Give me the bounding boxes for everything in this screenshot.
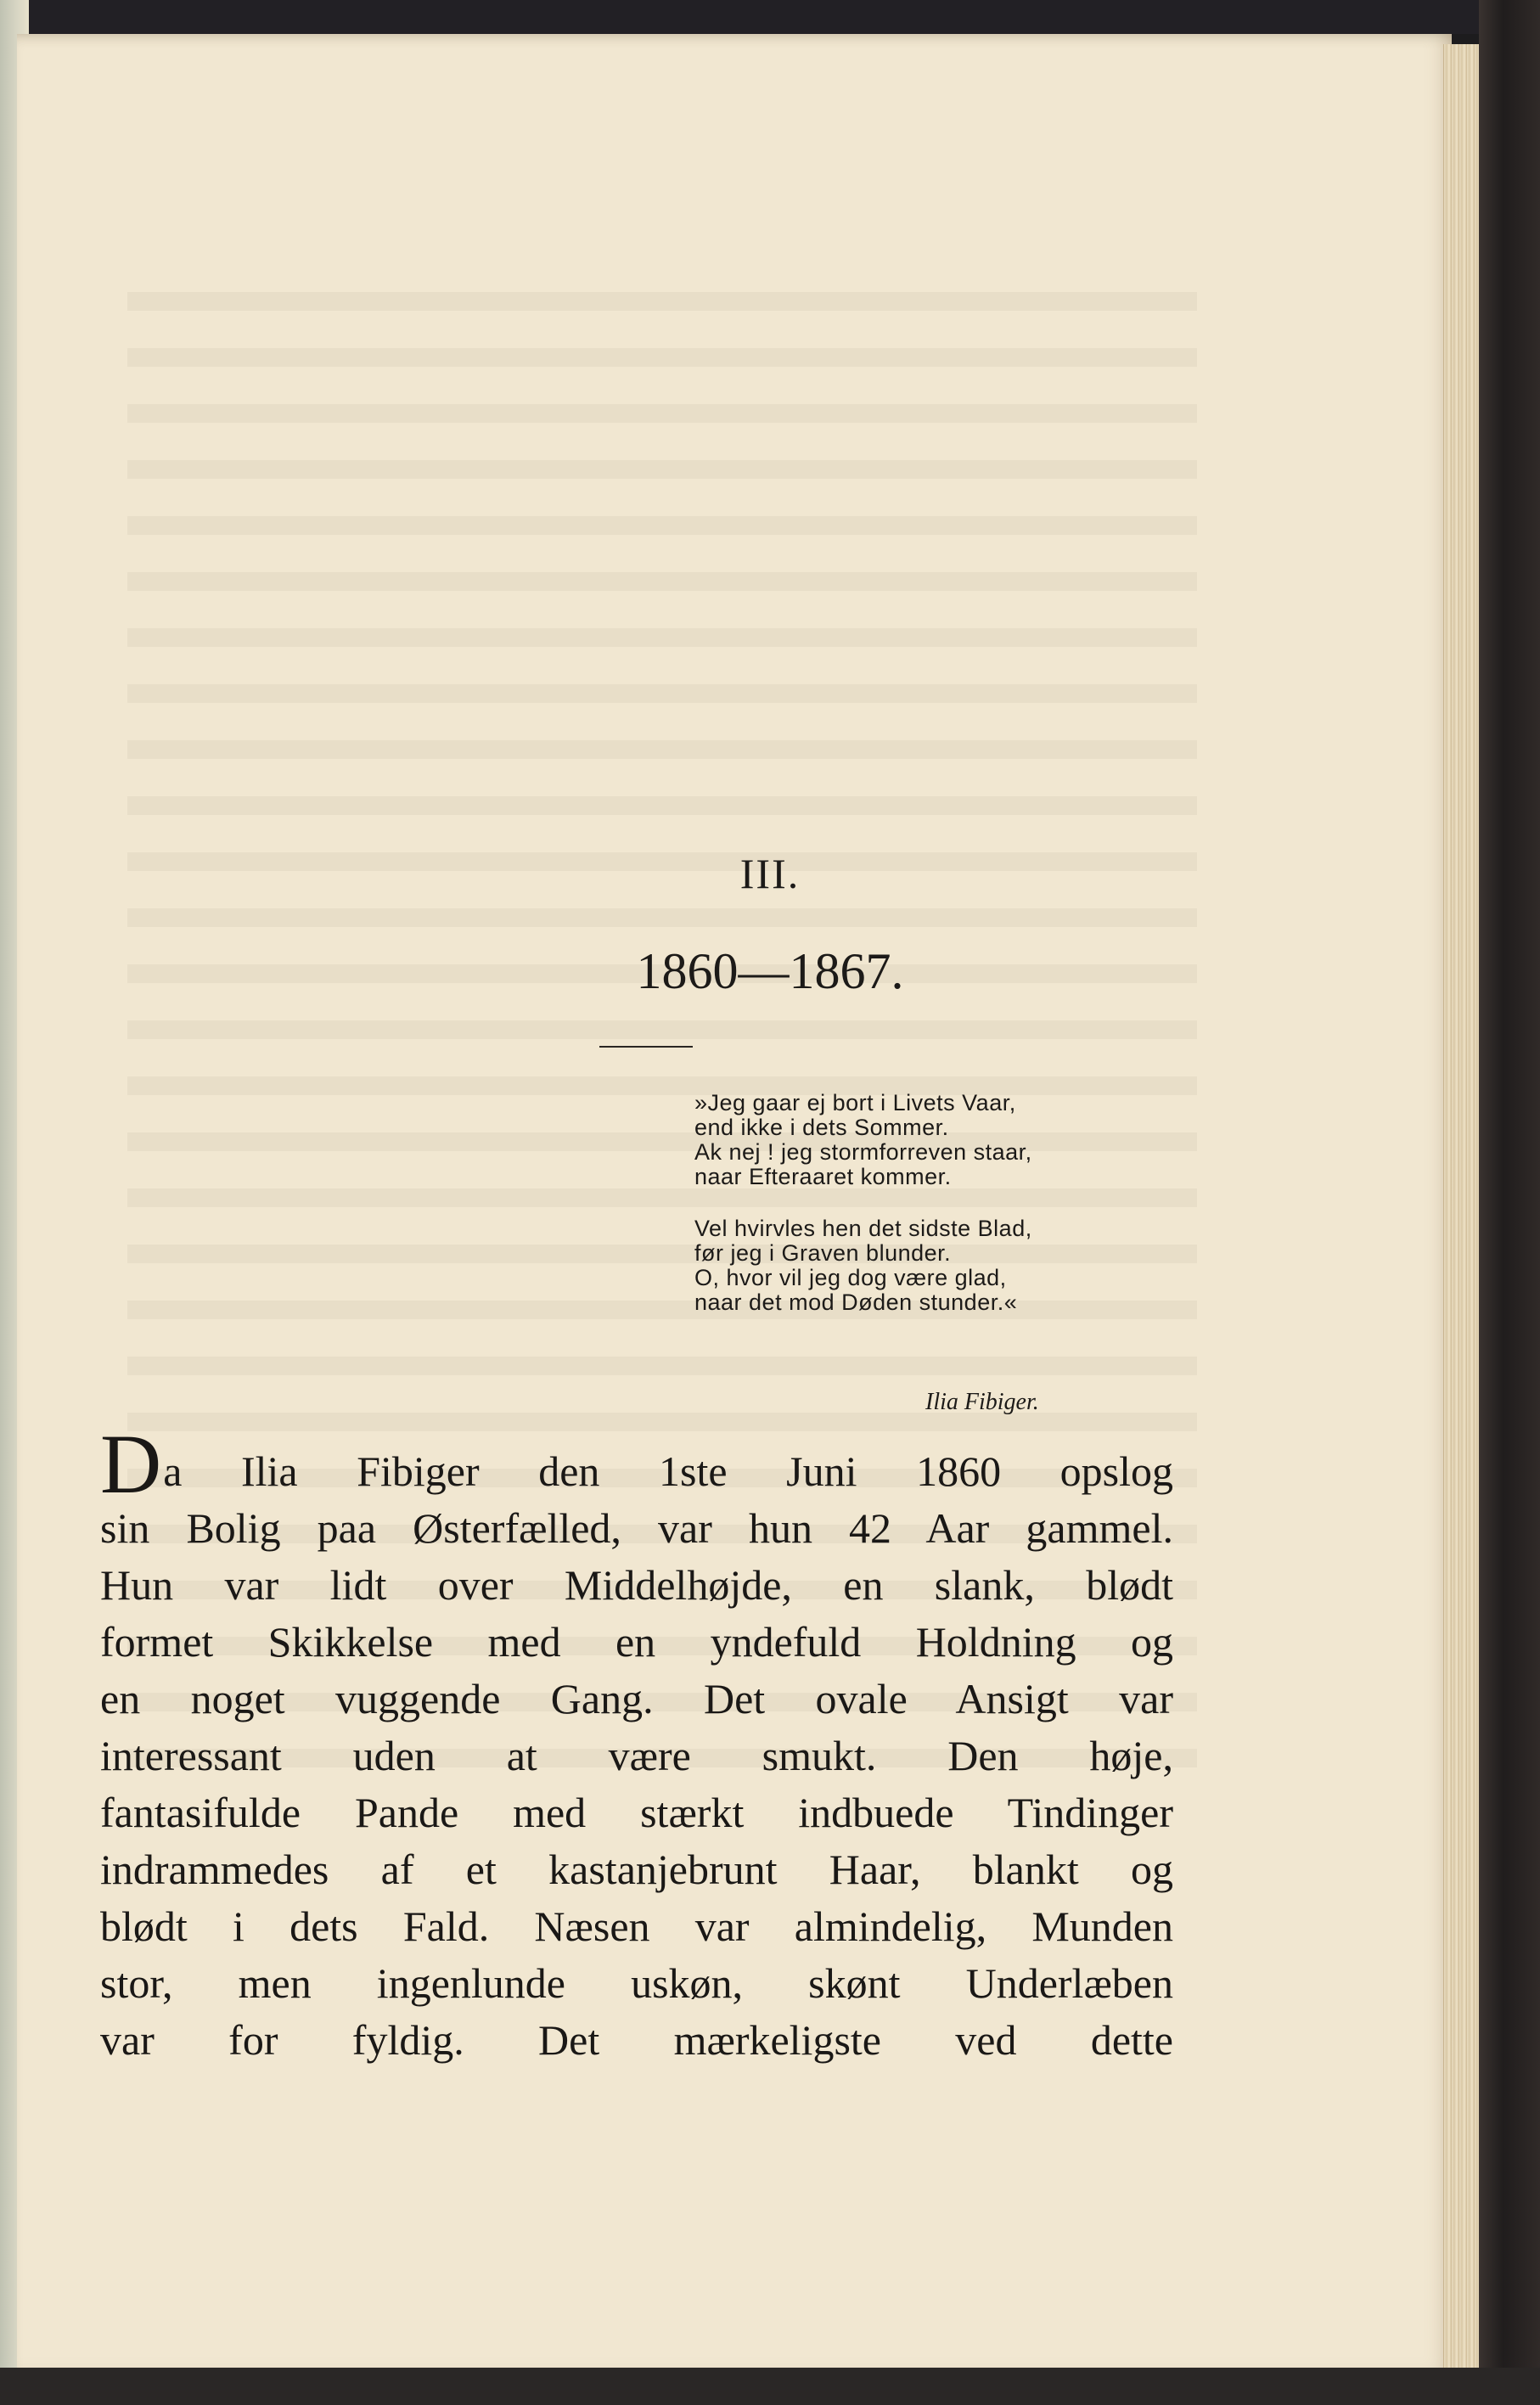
epigraph-line: før jeg i Graven blunder. (694, 1240, 952, 1266)
epigraph-line: Vel hvirvles hen det sidste Blad, (694, 1216, 1032, 1241)
epigraph-line: O, hvor vil jeg dog være glad, (694, 1265, 1007, 1290)
scan-frame-bottom (0, 2368, 1540, 2405)
body-line: interessant uden at være smukt. Den høje, (100, 1732, 1173, 1779)
epigraph-line: naar Efteraaret kommer. (694, 1164, 952, 1189)
first-line-text: a Ilia Fibiger den 1ste Juni 1860 opslog (163, 1447, 1173, 1495)
body-line: indrammedes af et kastanjebrunt Haar, blankt og (100, 1846, 1173, 1893)
chapter-years: 1860—1867. (636, 943, 904, 999)
drop-cap: D (100, 1435, 162, 1500)
body-line: en noget vuggende Gang. Det ovale Ansigt var (100, 1675, 1173, 1722)
epigraph-line: naar det mod Døden stunder.« (694, 1290, 1018, 1315)
epigraph-line: »Jeg gaar ej bort i Livets Vaar, (694, 1090, 1016, 1115)
body-line: formet Skikkelse med en yndefuld Holdning og (100, 1618, 1173, 1666)
scan-frame-top (0, 0, 1540, 34)
body-line: blødt i dets Fald. Næsen var almindelig, Munden (100, 1902, 1173, 1950)
body-paragraph (100, 1435, 1173, 2069)
chapter-number: III. (739, 850, 801, 897)
book-cover-edge (1479, 0, 1540, 2405)
epigraph-poem (694, 1091, 1032, 1315)
body-line: fantasifulde Pande med stærkt indbuede Tindinger (100, 1789, 1173, 1836)
body-line: Hun var lidt over Middelhøjde, en slank, blødt (100, 1561, 1173, 1609)
body-line: stor, men ingenlunde uskøn, skønt Underlæben (100, 1959, 1173, 2007)
chapter-divider (599, 1046, 693, 1048)
stanza-gap (694, 1189, 1032, 1217)
body-line: var for fyldig. Det mærkeligste ved dette (100, 2016, 1173, 2064)
body-line: sin Bolig paa Østerfælled, var hun 42 Aar gammel. (100, 1504, 1173, 1552)
epigraph-author: Ilia Fibiger. (925, 1389, 1039, 1415)
epigraph-line: end ikke i dets Sommer. (694, 1115, 949, 1140)
body-line-first (100, 1435, 1173, 1500)
epigraph-line: Ak nej ! jeg stormforreven staar, (694, 1139, 1032, 1165)
page-stack-edges (1443, 44, 1483, 2374)
